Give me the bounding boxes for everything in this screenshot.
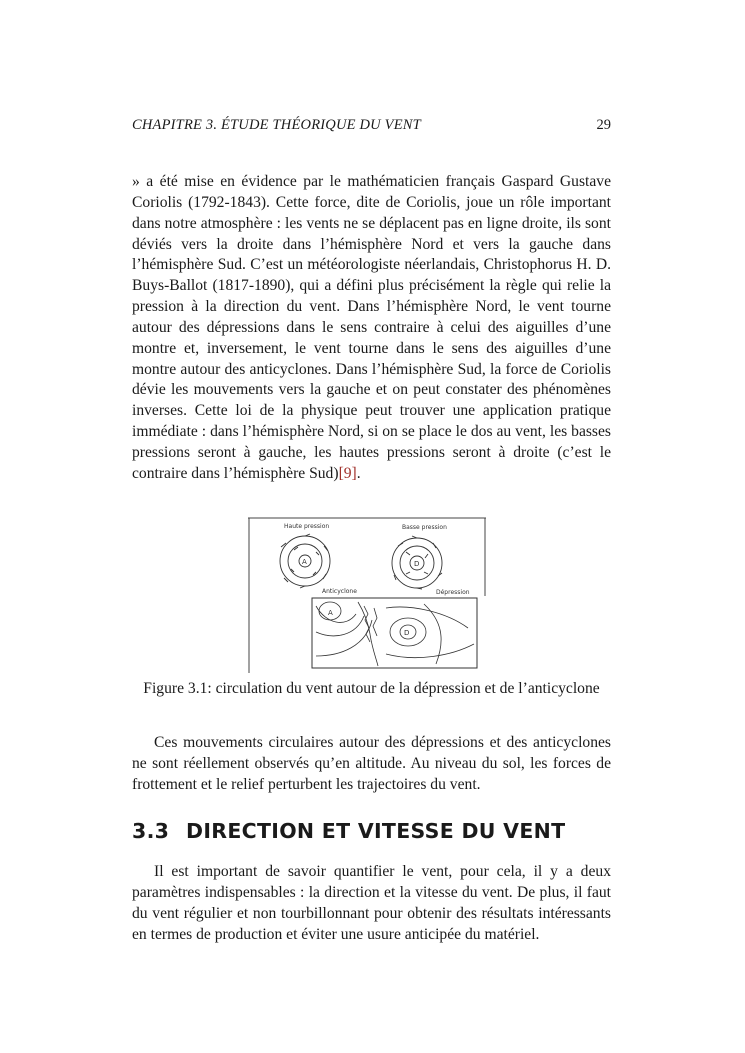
running-header [132, 117, 611, 137]
anticyclone-label: Anticyclone [322, 588, 357, 595]
figure-caption: Figure 3.1: circulation du vent autour de la dépression et de l’anticyclone [143, 680, 600, 697]
wind-circulation-diagram [246, 516, 488, 673]
citation-link[interactable]: [9] [338, 464, 357, 482]
paragraph-coriolis [132, 172, 611, 485]
paragraph-text: » a été mise en évidence par le mathématicien français Gaspard Gustave Coriolis (1792-1843). Cette force, dite de Coriolis, joue un rôle important dans notre atmosphère : les vents ne se déplacent pas en ligne droite, ils sont déviés vers la droite dans l’hémisphère Nord et vers la gauche dans l’hémisphère Sud. C’est un météorologiste néerlandais, Christophorus H. D. Buys-Ballot (1817-1890), qui a défini plus précisément la règle qui relie la pression à la direction du vent. Dans l’hémisphère Nord, le vent tourne autour des dépressions dans le sens contraire à celui des aiguilles d’une montre et, inversement, le vent tourne dans le sens des aiguilles d’une montre autour des anticyclones. Dans l’hémisphère Sud, la force de Coriolis dévie les mouvements vers la gauche et on peut constater des phénomènes inverses. Cette loi de la physique peut trouver une application pratique immédiate : dans l’hémisphère Nord, si on se place le dos au vent, les basses pressions seront à gauche, les hautes pressions seront à droite (c’est le contraire dans l’hémisphère Sud) [132, 173, 611, 482]
anticyclone-letter-top: A [302, 558, 307, 566]
isobar-map-frame [312, 598, 477, 668]
paragraph-direction-speed: Il est important de savoir quantifier le vent, pour cela, il y a deux paramètres indispensables : la direction et la vitesse du vent. De plus, il faut du vent régulier et non tourbillonnant pour obtenir des résultats intéressants en termes de production et éviter une usure anticipée du matériel. [132, 863, 611, 943]
paragraph-end: . [356, 464, 361, 482]
section-heading [132, 819, 565, 843]
anticyclone-letter-map: A [328, 609, 333, 617]
section-title: DIRECTION ET VITESSE DU VENT [186, 819, 566, 843]
depression-label: Dépression [436, 589, 470, 596]
section-number: 3.3 [132, 819, 170, 843]
high-pressure-label: Haute pression [284, 523, 330, 530]
page-number: 29 [596, 117, 611, 133]
chapter-title: CHAPITRE 3. ÉTUDE THÉORIQUE DU VENT [132, 117, 421, 133]
isobar-lines [316, 602, 474, 666]
depression-letter-map: D [404, 629, 410, 637]
figure-wind-circulation [246, 516, 488, 673]
low-pressure-label: Basse pression [402, 524, 447, 531]
paragraph-circular-movements: Ces mouvements circulaires autour des dépressions et des anticyclones ne sont réellement observés qu’en altitude. Au niveau du sol, les forces de frottement et le relief perturbent les trajectoires du vent. [132, 734, 611, 793]
depression-letter-top: D [414, 560, 420, 568]
